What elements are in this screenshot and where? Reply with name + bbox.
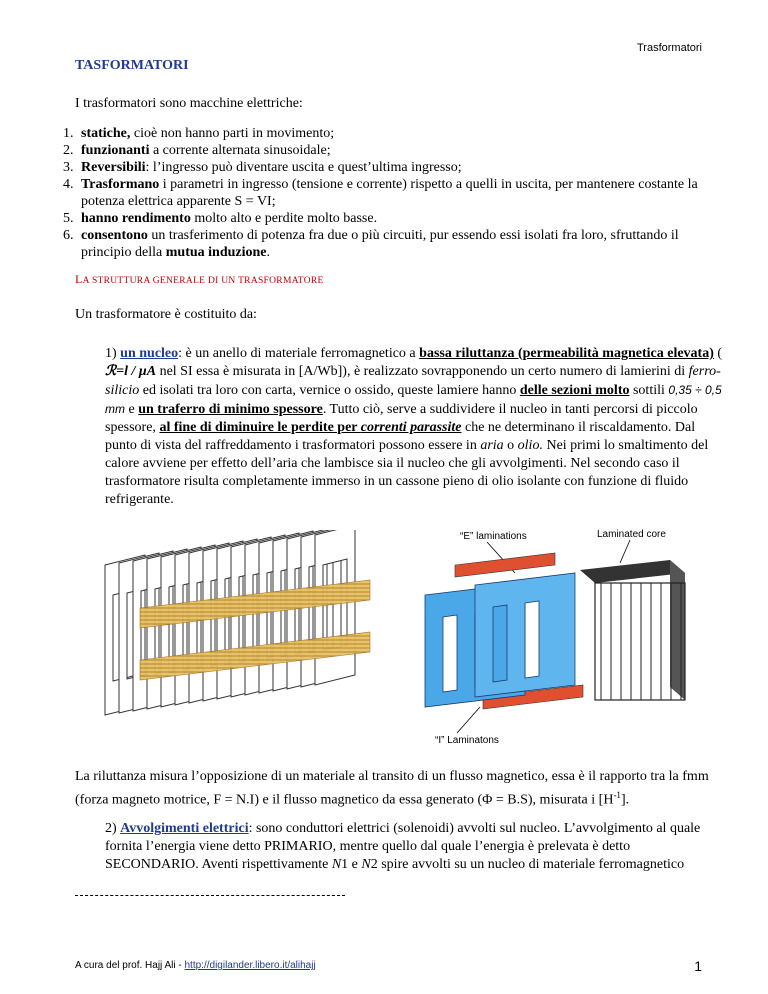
ei-laminations-illustration (405, 525, 715, 750)
item-nucleus: 1) un nucleo: è un anello di materiale ferromagnetico a bassa riluttanza (permeabilità magnetica elevata) ( ℛ=l / μA nel SI essa è misurata in [A/Wb]), è realizzato sovrapponendo un certo numero di lamierini di ferro-silicio ed isolati tra loro con carta, vernice o ossido, queste lamiere hanno delle sezioni molto sottili 0,35 ÷ 0,5 mm e un traferro di minimo spessore. Tutto ciò, serve a suddividere il nucleo in tanti percorsi di piccolo spessore, al fine di diminuire le perdite per correnti parassite che ne determinano il riscaldamento. Dal punto di vista del raffreddamento i trasformatori possono essere in aria o olio. Nei primi lo smaltimento del calore avviene per effetto dell’aria che lambisce sia il nucleo che gli avvolgimenti. Nel secondo caso il trasformatore risulta completamente immerso in un cassone pieno di olio isolante con funzione di fluido refrigerante. (105, 346, 723, 507)
footer-link[interactable]: http://digilander.libero.it/alihajj (184, 960, 316, 971)
list-item: 3. Reversibili: l’ingresso può diventare uscita e quest’ultima ingresso; (77, 159, 727, 176)
reluctance-paragraph: La riluttanza misura l’opposizione di un materiale al transito di un flusso magnetico, essa è il rapporto tra la fmm (forza magneto motrice, F = N.I) e il flusso magnetico da essa generato (Φ = B.S), misurata i $[H^{-1}]$. (75, 769, 709, 808)
item-windings: 2) Avvolgimenti elettrici: sono conduttori elettrici (solenoidi) avvolti sul nucleo. L’avvolgimento al quale fornita l’energia viene detto PRIMARIO, mentre quello dal quale l’energia è prelevata è detto SECONDARIO. Aventi rispettivamente N1 e N2 spire avvolti su un nucleo di materiale ferromagnetico (105, 821, 701, 872)
laminated-core-illustration (100, 530, 410, 730)
intro-text: I trasformatori sono macchine elettriche: (75, 96, 303, 111)
list-item: 6. consentono un trasferimento di potenza fra due o più circuiti, pur essendo essi isolati fra loro, sfruttando il principio della mutua induzione. (77, 227, 727, 261)
section-heading: LA STRUTTURA GENERALE DI UN TRASFORMATORE (75, 272, 324, 286)
footer: A cura del prof. Hajj Ali - http://digilander.libero.it/alihajj (75, 960, 316, 971)
list-item: 1. statiche, cioè non hanno parti in movimento; (77, 125, 727, 142)
list-item: 2. funzionanti a corrente alternata sinusoidale; (77, 142, 727, 159)
nucleus-term: un nucleo (120, 346, 179, 361)
reluctance-formula: ℛ=l / μA (105, 364, 157, 379)
i-laminations-label: “I” Laminatons (435, 735, 499, 746)
e-laminations-label: “E” laminations (460, 531, 527, 542)
windings-term: Avvolgimenti elettrici (120, 821, 249, 836)
properties-list (55, 125, 727, 261)
laminated-core-label: Laminated core (597, 529, 666, 540)
footer-divider (75, 895, 345, 896)
list-item: 5. hanno rendimento molto alto e perdite molto basse. (77, 210, 727, 227)
page-number: 1 (694, 958, 702, 974)
running-header: Trasformatori (637, 42, 702, 54)
list-item: 4. Trasformano i parametri in ingresso (tensione e corrente) rispetto a quelli in uscita, per mantenere costante la potenza elettrica apparente S = VI; (77, 176, 727, 210)
page-title: TASFORMATORI (75, 58, 189, 73)
constituted-text: Un trasformatore è costituito da: (75, 307, 257, 322)
